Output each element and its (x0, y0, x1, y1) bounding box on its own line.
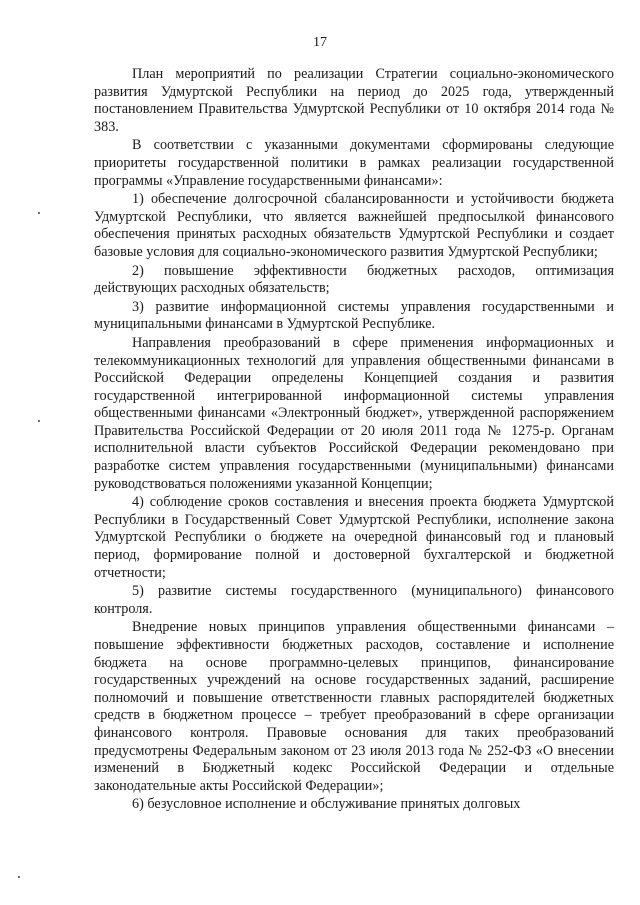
paragraph: План мероприятий по реализации Стратегии социально-экономического развития Удмуртской Республики на период до 2025 года, утвержденный постановлением Правительства Удмуртской Республики от 10 октября 2014 года № 383. (94, 66, 614, 135)
paragraph: 4) соблюдение сроков составления и внесения проекта бюджета Удмуртской Республики в Государственный Совет Удмуртской Республики, исполнение закона Удмуртской Республики о бюджете на очередной финансовый год и плановый период, формирование полной и достоверной бухгалтерской и бюджетной отчетности; (94, 494, 614, 581)
paragraph: 6) безусловное исполнение и обслуживание принятых долговых (132, 796, 521, 813)
page-number: 17 (313, 35, 327, 50)
paragraph: 1) обеспечение долгосрочной сбалансированности и устойчивости бюджета Удмуртской Республики, что является важнейшей предпосылкой финансового обеспечения принятых расходных обязательств Удмуртской Республики и создает базовые условия для социально-экономического развития Удмуртской Республики; (94, 191, 614, 260)
scan-speck (18, 876, 20, 878)
scan-speck (38, 212, 40, 214)
paragraph: В соответствии с указанными документами сформированы следующие приоритеты государственной политики в рамках реализации государственной программы «Управление государственными финансами»: (94, 137, 614, 189)
paragraph: Направления преобразований в сфере применения информационных и телекоммуникационных технологий для управления общественными финансами в Российской Федерации определены Концепцией создания и развития государственной интегрированной информационной системы управления общественными финансами «Электронный бюджет», утвержденной распоряжением Правительства Российской Федерации от 20 июля 2011 года № 1275-р. Органам исполнительной власти субъектов Российской Федерации рекомендовано при разработке систем управления государственными (муниципальными) финансами руководствоваться положениями указанной Концепции; (94, 334, 614, 492)
document-body (94, 66, 614, 815)
paragraph: 5) развитие системы государственного (муниципального) финансового контроля. (94, 583, 614, 617)
paragraph: 3) развитие информационной системы управления государственными и муниципальными финансами в Удмуртской Республике. (94, 298, 614, 333)
paragraph: 2) повышение эффективности бюджетных расходов, оптимизация действующих расходных обязательств; (94, 262, 614, 297)
scan-speck (38, 420, 40, 422)
paragraph: Внедрение новых принципов управления общественными финансами – повышение эффективности бюджетных расходов, составление и исполнение бюджета на основе программно-целевых принципов, финансирование государственных учреждений на основе государственных заданий, расширение полномочий и повышение ответственности главных распорядителей бюджетных средств в бюджетном процессе – требует преобразований в сфере организации финансового контроля. Правовые основания для таких преобразований предусмотрены Федеральным законом от 23 июля 2013 года № 252-ФЗ «О внесении изменений в Бюджетный кодекс Российской Федерации и отдельные законодательные акты Российской Федерации»; (94, 619, 614, 794)
